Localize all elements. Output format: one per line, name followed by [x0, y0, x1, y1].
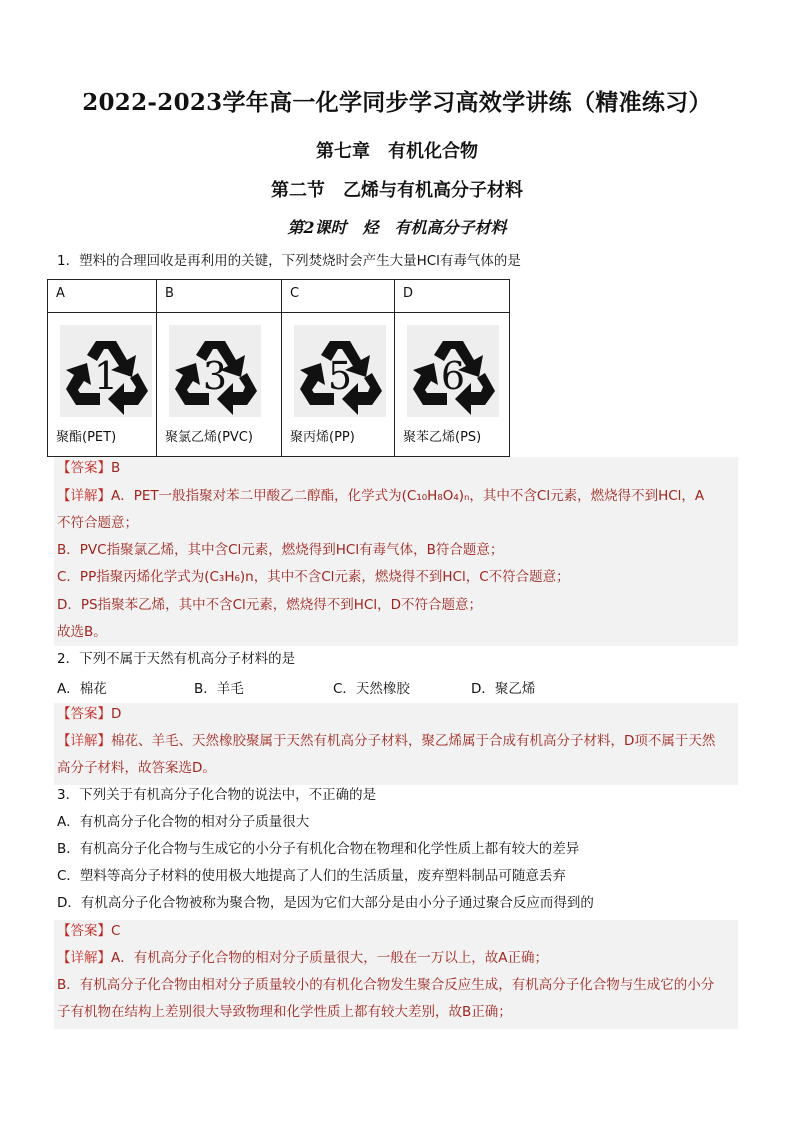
q1-detail-line: D．PS指聚苯乙烯，其中不含Cl元素，燃烧得不到HCl，D不符合题意； — [57, 597, 483, 613]
q2-choice-a: A．棉花 — [57, 681, 107, 697]
option-a-label: 聚酯(PET) — [56, 430, 117, 445]
q3-stem: 3．下列关于有机高分子化合物的说法中，不正确的是 — [57, 787, 377, 803]
q3-detail-line: B．有机高分子化合物由相对分子质量较小的有机化合物发生聚合反应生成，有机高分子化合物与生成它的小分 — [57, 977, 715, 993]
document-title: 2022-2023学年高一化学同步学习高效学讲练（精准练习） — [82, 89, 712, 116]
q1-detail-line: B．PVC指聚氯乙烯，其中含Cl元素，燃烧得到HCl有毒气体，B符合题意； — [57, 542, 504, 558]
q3-choice-d: D．有机高分子化合物被称为聚合物，是因为它们大部分是由小分子通过聚合反应而得到的 — [57, 895, 594, 911]
q3-detail-line: 子有机物在结构上差别很大导致物理和化学性质上都有较大差别，故B正确； — [57, 1004, 512, 1020]
q2-choice-d: D．聚乙烯 — [471, 681, 536, 697]
option-a-cell — [48, 313, 157, 457]
option-c-label: 聚丙烯(PP) — [290, 430, 355, 445]
q3-choice-b: B．有机高分子化合物与生成它的小分子有机化合物在物理和化学性质上都有较大的差异 — [57, 841, 580, 857]
q2-choice-b: B．羊毛 — [194, 681, 244, 697]
option-d-cell — [395, 313, 510, 457]
option-a-header: A — [48, 280, 157, 313]
option-c-cell — [282, 313, 395, 457]
q3-answer: 【答案】C — [57, 923, 121, 939]
option-b-label: 聚氯乙烯(PVC) — [165, 430, 253, 445]
option-b-cell — [157, 313, 282, 457]
q2-answer: 【答案】D — [57, 706, 122, 722]
chapter-heading: 第七章 有机化合物 — [316, 141, 478, 162]
lesson-heading: 第2课时 烃 有机高分子材料 — [287, 218, 507, 237]
option-b-header: B — [157, 280, 282, 313]
option-d-label: 聚苯乙烯(PS) — [403, 430, 482, 445]
option-d-header: D — [395, 280, 510, 313]
q1-detail-line: C．PP指聚丙烯化学式为(C₃H₆)n，其中不含Cl元素，燃烧得不到HCl，C不符合题意； — [57, 569, 570, 585]
q1-detail-line: 不符合题意； — [57, 515, 138, 531]
recycle-icon — [294, 325, 386, 417]
recycle-icon — [169, 325, 261, 417]
q2-stem: 2．下列不属于天然有机高分子材料的是 — [57, 651, 296, 667]
q2-choice-c: C．天然橡胶 — [333, 681, 410, 697]
svg-text:6: 6 — [440, 354, 466, 398]
svg-text:3: 3 — [202, 354, 228, 398]
q2-detail-line: 【详解】棉花、羊毛、天然橡胶聚属于天然有机高分子材料，聚乙烯属于合成有机高分子材料，D项不属于天然 — [57, 733, 716, 749]
q3-choice-a: A．有机高分子化合物的相对分子质量很大 — [57, 814, 310, 830]
q3-detail-line: 【详解】A．有机高分子化合物的相对分子质量很大，一般在一万以上，故A正确； — [57, 950, 548, 966]
section-heading: 第二节 乙烯与有机高分子材料 — [271, 180, 523, 201]
svg-text:1: 1 — [93, 354, 119, 398]
q1-stem: 1．塑料的合理回收是再利用的关键，下列焚烧时会产生大量HCl有毒气体的是 — [57, 253, 521, 269]
q1-answer: 【答案】B — [57, 460, 121, 476]
q1-detail-line: 故选B。 — [57, 624, 107, 640]
q1-detail-line: 【详解】A．PET一般指聚对苯二甲酸乙二醇酯，化学式为(C₁₀H₈O₄)ₙ，其中不含Cl元素，燃烧得不到HCl，A — [57, 488, 705, 504]
q1-options-table — [47, 279, 510, 457]
recycle-icon — [407, 325, 499, 417]
q2-detail-line: 高分子材料，故答案选D。 — [57, 760, 216, 776]
q3-choice-c: C．塑料等高分子材料的使用极大地提高了人们的生活质量，废弃塑料制品可随意丢弃 — [57, 868, 566, 884]
svg-text:5: 5 — [327, 354, 353, 398]
recycle-icon — [60, 325, 152, 417]
option-c-header: C — [282, 280, 395, 313]
